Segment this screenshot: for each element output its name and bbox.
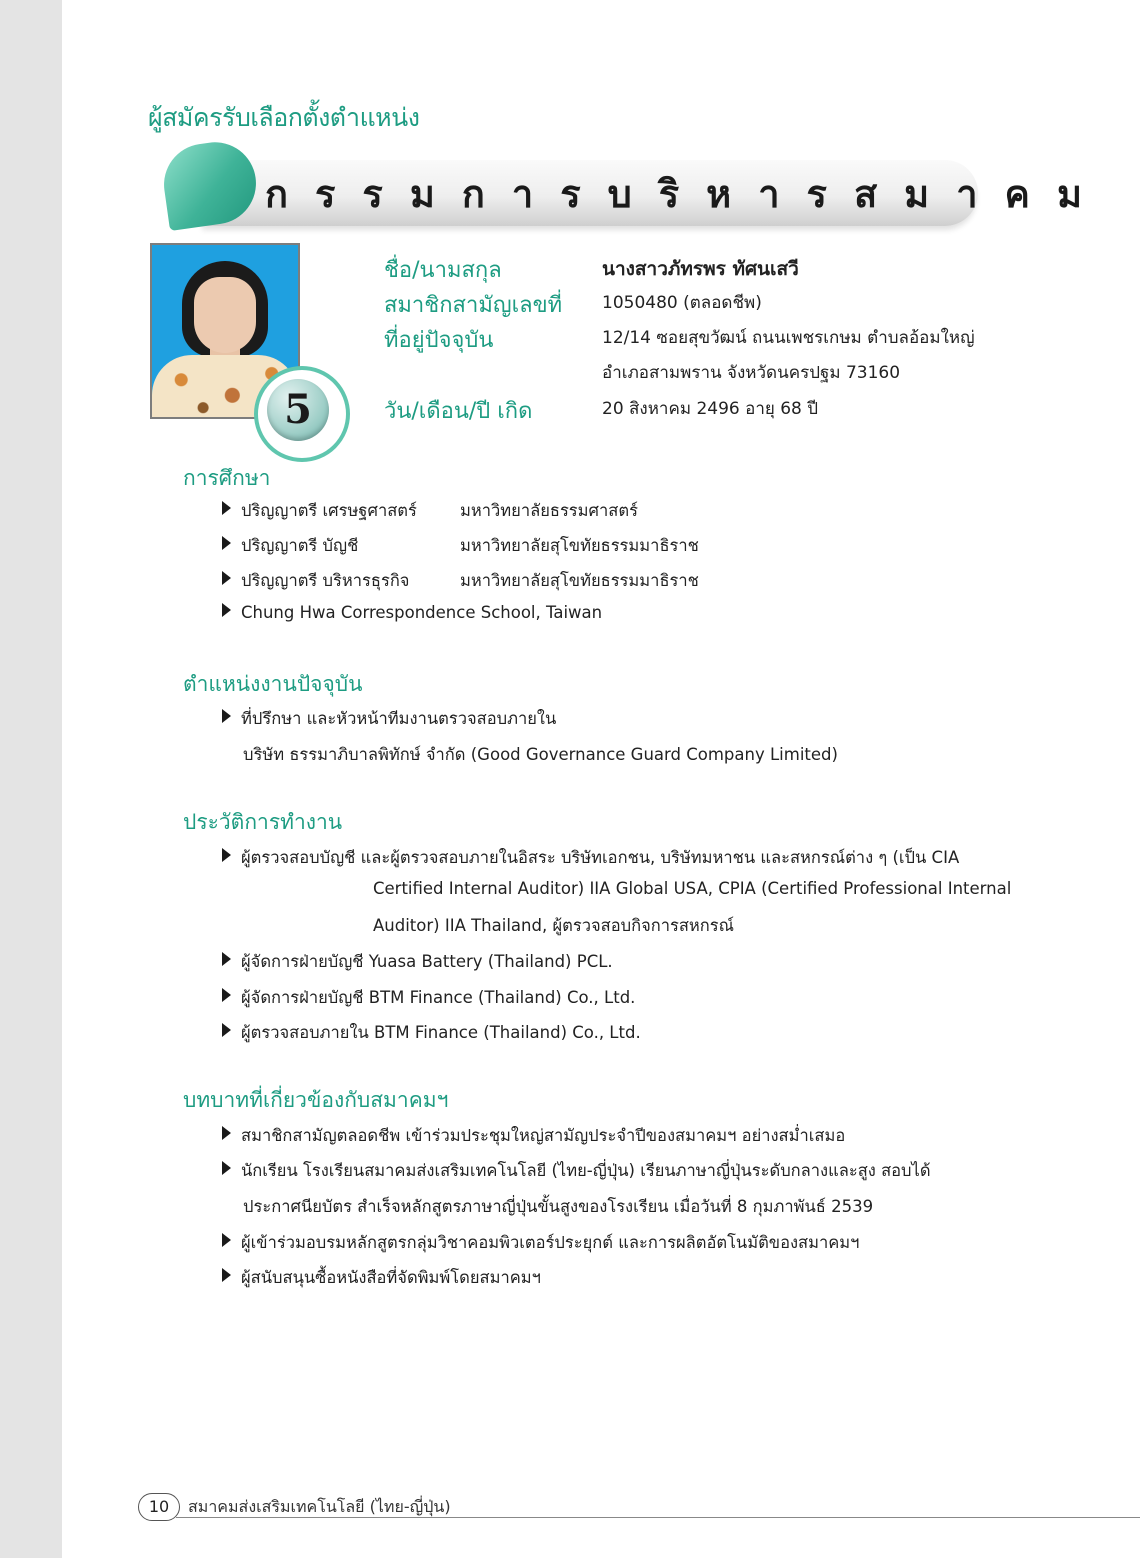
member-value: 1050480 (ตลอดชีพ) xyxy=(602,293,762,313)
roles-heading: บทบาทที่เกี่ยวข้องกับสมาคมฯ xyxy=(183,1088,449,1112)
member-label: สมาชิกสามัญเลขที่ xyxy=(384,293,563,318)
work-history-item2: ผู้จัดการฝ่ายบัญชี Yuasa Battery (Thailand) PCL. xyxy=(241,952,613,971)
education-extra: Chung Hwa Correspondence School, Taiwan xyxy=(241,603,603,622)
roles-item xyxy=(222,1230,859,1256)
current-position-line1: ที่ปรึกษา และหัวหน้าทีมงานตรวจสอบภายใน xyxy=(241,709,557,728)
bullet-icon xyxy=(222,1161,231,1175)
address-line1: 12/14 ซอยสุขวัฒน์ ถนนเพชรเกษม ตำบลอ้อมใหญ่ xyxy=(602,328,975,348)
roles-item4: ผู้สนับสนุนซื้อหนังสือที่จัดพิมพ์โดยสมาคมฯ xyxy=(241,1268,541,1287)
footer-association-name: สมาคมส่งเสริมเทคโนโลยี (ไทย-ญี่ปุ่น) xyxy=(188,1497,451,1516)
page-number: 10 xyxy=(138,1493,180,1521)
bullet-icon xyxy=(222,571,231,585)
roles-item3: ผู้เข้าร่วมอบรมหลักสูตรกลุ่มวิชาคอมพิวเตอร์ประยุกต์ และการผลิตอัตโนมัติของสมาคมฯ xyxy=(241,1233,860,1252)
work-history-item xyxy=(222,845,959,871)
work-history-item1-line1: ผู้ตรวจสอบบัญชี และผู้ตรวจสอบภายในอิสระ บริษัทเอกชน, บริษัทมหาชน และสหกรณ์ต่าง ๆ (เป็น CIA xyxy=(241,848,960,867)
education-item xyxy=(222,568,409,594)
work-history-item xyxy=(222,985,635,1011)
address-line2: อำเภอสามพราน จังหวัดนครปฐม 73160 xyxy=(602,363,901,383)
work-history-item4: ผู้ตรวจสอบภายใน BTM Finance (Thailand) Co., Ltd. xyxy=(241,1023,641,1042)
education-degree: ปริญญาตรี เศรษฐศาสตร์ xyxy=(241,501,417,520)
roles-item xyxy=(222,1265,541,1291)
banner-title: กรรมการบริหารสมาคม xyxy=(265,172,1110,216)
work-history-item3: ผู้จัดการฝ่ายบัญชี BTM Finance (Thailand) Co., Ltd. xyxy=(241,988,636,1007)
current-position-item xyxy=(222,706,556,732)
left-margin-strip xyxy=(0,0,62,1558)
candidacy-kicker: ผู้สมัครรับเลือกตั้งตำแหน่ง xyxy=(148,103,420,132)
work-history-heading: ประวัติการทำงาน xyxy=(183,810,343,834)
bullet-icon xyxy=(222,988,231,1002)
name-value: นางสาวภัทรพร ทัศนเสวี xyxy=(602,258,799,280)
education-institution: มหาวิทยาลัยธรรมศาสตร์ xyxy=(460,501,638,520)
bullet-icon xyxy=(222,1233,231,1247)
roles-item2-line1: นักเรียน โรงเรียนสมาคมส่งเสริมเทคโนโลยี (ไทย-ญี่ปุ่น) เรียนภาษาญี่ปุ่นระดับกลางและสูง สอบได้ xyxy=(241,1161,931,1180)
birth-value: 20 สิงหาคม 2496 อายุ 68 ปี xyxy=(602,399,819,419)
education-degree: ปริญญาตรี บัญชี xyxy=(241,536,359,555)
photo-face xyxy=(194,277,256,353)
education-institution: มหาวิทยาลัยสุโขทัยธรรมมาธิราช xyxy=(460,536,699,555)
work-history-item xyxy=(222,949,613,975)
bullet-icon xyxy=(222,1023,231,1037)
bullet-icon xyxy=(222,709,231,723)
current-position-line2: บริษัท ธรรมาภิบาลพิทักษ์ จำกัด (Good Governance Guard Company Limited) xyxy=(243,745,838,764)
bullet-icon xyxy=(222,848,231,862)
name-label: ชื่อ/นามสกุล xyxy=(384,258,502,283)
work-history-item1-line2: Certified Internal Auditor) IIA Global USA, CPIA (Certified Professional Internal xyxy=(373,879,1012,898)
education-heading: การศึกษา xyxy=(183,466,271,490)
roles-item2-line2: ประกาศนียบัตร สำเร็จหลักสูตรภาษาญี่ปุ่นขั้นสูงของโรงเรียน เมื่อวันที่ 8 กุมภาพันธ์ 2539 xyxy=(243,1197,874,1216)
education-item xyxy=(222,533,358,559)
education-extra-item xyxy=(222,603,602,622)
address-label: ที่อยู่ปัจจุบัน xyxy=(384,328,494,353)
bullet-icon xyxy=(222,536,231,550)
roles-item xyxy=(222,1123,845,1149)
bullet-icon xyxy=(222,501,231,515)
education-institution: มหาวิทยาลัยสุโขทัยธรรมมาธิราช xyxy=(460,571,699,590)
roles-item xyxy=(222,1158,931,1184)
candidate-number-badge: 5 xyxy=(267,379,329,441)
work-history-item xyxy=(222,1020,641,1046)
roles-item1: สมาชิกสามัญตลอดชีพ เข้าร่วมประชุมใหญ่สามัญประจำปีของสมาคมฯ อย่างสม่ำเสมอ xyxy=(241,1126,846,1145)
birth-label: วัน/เดือน/ปี เกิด xyxy=(384,399,533,424)
bullet-icon xyxy=(222,1126,231,1140)
education-degree: ปริญญาตรี บริหารธุรกิจ xyxy=(241,571,410,590)
education-item xyxy=(222,498,417,524)
bullet-icon xyxy=(222,952,231,966)
work-history-item1-line3: Auditor) IIA Thailand, ผู้ตรวจสอบกิจการสหกรณ์ xyxy=(373,916,734,935)
current-position-heading: ตำแหน่งงานปัจจุบัน xyxy=(183,672,363,696)
bullet-icon xyxy=(222,603,231,617)
bullet-icon xyxy=(222,1268,231,1282)
